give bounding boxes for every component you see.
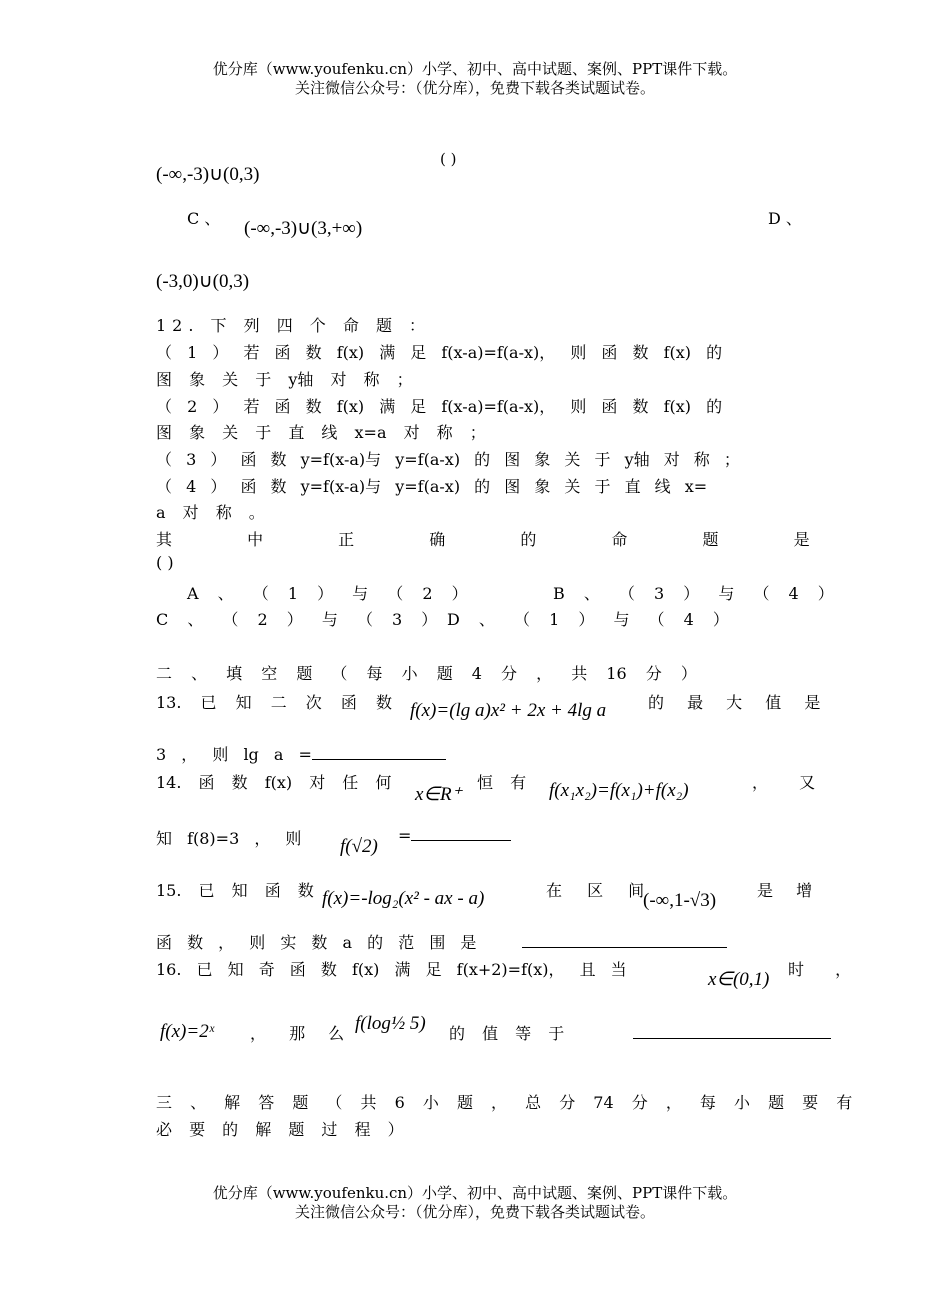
q16-tail-text: 的 值 等 于 xyxy=(449,1024,565,1043)
q12-option-c: C 、 （ 2 ） 与 （ 3 ） xyxy=(156,610,438,629)
q15-math-function: f(x)=-log₂(x² - ax - a) xyxy=(322,888,485,909)
q15-mid: 在 区 间 xyxy=(546,881,645,900)
q12-prop2-a: （ 2 ） 若 函 数 f(x) 满 足 f(x-a)=f(a-x)， 则 函 数 f(x) 的 xyxy=(156,397,723,416)
q14-math-domain: x∈R⁺ xyxy=(415,784,462,805)
q13-line2 xyxy=(156,742,446,765)
q13-lead: 13. 已 知 二 次 函 数 xyxy=(156,693,392,712)
q12-prop2-b: 图 象 关 于 直 线 x=a 对 称 ； xyxy=(156,423,486,442)
q16-tail-2 xyxy=(449,1021,831,1044)
q14-answer xyxy=(398,826,511,845)
q14-mid: 恒 有 xyxy=(477,773,527,792)
q14-line2: 知 f(8)=3 ， 则 xyxy=(156,829,302,848)
q12-prop3: （ 3 ） 函 数 y=f(x-a)与 y=f(a-x) 的 图 象 关 于 y轴 对 称 ； xyxy=(156,450,740,469)
q12-option-b: B 、 （ 3 ） 与 （ 4 ） xyxy=(553,584,834,603)
section-3-heading-line-1: 三 、 解 答 题 （ 共 6 小 题 ， 总 分 74 分 ， 每 小 题 要 有 xyxy=(156,1093,853,1112)
q13-line2-text: 3 ， 则 lg a = xyxy=(156,745,312,764)
header-line-1: 优分库（www.youfenku.cn）小学、初中、高中试题、案例、PPT课件下载。 xyxy=(212,60,738,78)
q11-option-a-math: (-∞,-3)∪(0,3) xyxy=(156,164,260,185)
q14-equals: = xyxy=(398,826,412,845)
q16-lead: 16. 已 知 奇 函 数 f(x) 满 足 f(x+2)=f(x)， 且 当 xyxy=(156,960,627,979)
q11-option-d-math: (-3,0)∪(0,3) xyxy=(156,271,250,292)
q16-answer-blank[interactable] xyxy=(633,1024,831,1039)
q15-line2 xyxy=(156,930,727,953)
q12-prop4-a: （ 4 ） 函 数 y=f(x-a)与 y=f(a-x) 的 图 象 关 于 直 线 x= xyxy=(156,477,708,496)
q11-option-c-label: C 、 xyxy=(187,209,221,228)
q15-line2-text: 函 数 ， 则 实 数 a 的 范 围 是 xyxy=(156,933,477,952)
q12-answer-paren: ( ) xyxy=(156,553,174,572)
q16-math-interval: x∈(0,1) xyxy=(708,969,770,990)
q11-answer-paren: ( ) xyxy=(440,150,457,168)
q15-answer-blank[interactable] xyxy=(522,933,727,948)
q12-prop1-b: 图 象 关 于 y轴 对 称 ； xyxy=(156,370,413,389)
q12-prop4-b: a 对 称 。 xyxy=(156,503,265,522)
q13-answer-blank[interactable] xyxy=(312,745,446,760)
q16-tail: 时 ， xyxy=(788,960,852,979)
header-line-2: 关注微信公众号：（优分库），免费下载各类试题试卷。 xyxy=(294,79,655,97)
q16-math-log: f(log½ 5) xyxy=(355,1013,426,1034)
q15-tail: 是 增 xyxy=(757,881,813,900)
q15-math-interval: (-∞,1-√3) xyxy=(643,890,717,911)
q11-option-c-math: (-∞,-3)∪(3,+∞) xyxy=(244,218,363,239)
footer-line-1: 优分库（www.youfenku.cn）小学、初中、高中试题、案例、PPT课件下载。 xyxy=(212,1184,738,1202)
q14-math-f-sqrt2: f(√2) xyxy=(340,836,378,857)
q12-option-a: A 、 （ 1 ） 与 （ 2 ） xyxy=(187,584,468,603)
section-3-heading-line-2: 必 要 的 解 题 过 程 ） xyxy=(156,1120,404,1139)
q13-tail: 的 最 大 值 是 xyxy=(648,693,821,712)
q12-question: 其 中 正 确 的 命 题 是 xyxy=(156,530,810,549)
footer-line-2: 关注微信公众号：（优分库），免费下载各类试题试卷。 xyxy=(294,1203,655,1221)
q12-option-d: D 、 （ 1 ） 与 （ 4 ） xyxy=(447,610,729,629)
q14-tail: ， 又 xyxy=(752,773,816,792)
q14-math-equation: f(x₁x₂)=f(x₁)+f(x₂) xyxy=(549,780,689,801)
q15-lead: 15. 已 知 函 数 xyxy=(156,881,314,900)
q14-answer-blank[interactable] xyxy=(411,826,511,841)
q14-lead: 14. 函 数 f(x) 对 任 何 xyxy=(156,773,392,792)
q16-math-function: f(x)=2ˣ xyxy=(160,1021,215,1042)
q13-math: f(x)=(lg a)x² + 2x + 4lg a xyxy=(410,700,607,721)
q11-option-d-label: D 、 xyxy=(768,209,802,228)
q12-prop1-a: （ 1 ） 若 函 数 f(x) 满 足 f(x-a)=f(a-x)， 则 函 数 f(x) 的 xyxy=(156,343,723,362)
q12-title: 12. 下 列 四 个 命 题 ： xyxy=(156,316,432,335)
section-2-heading: 二 、 填 空 题 （ 每 小 题 4 分 ， 共 16 分 ） xyxy=(156,664,697,683)
q16-mid: ， 那 么 xyxy=(250,1024,345,1043)
